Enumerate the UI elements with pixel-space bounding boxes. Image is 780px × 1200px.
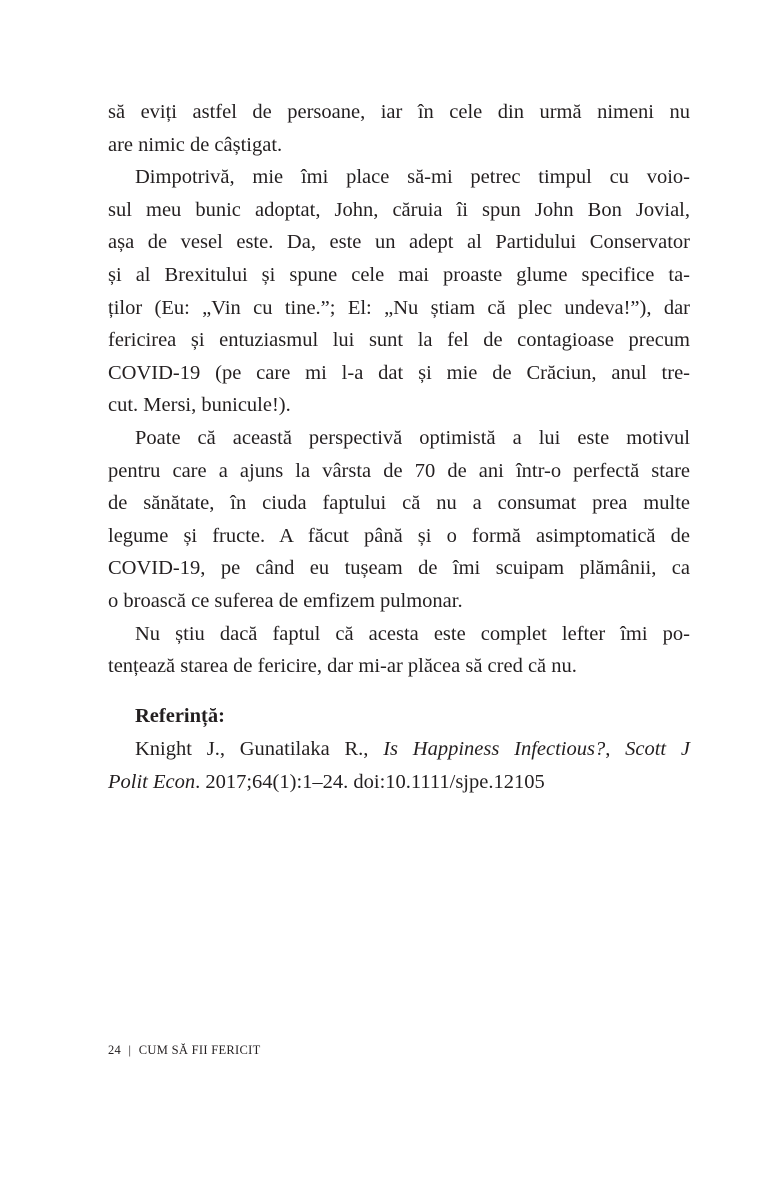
text-line: Nu știu dacă faptul că acesta este complet lefter îmi po- xyxy=(135,622,690,645)
text-line: de sănătate, în ciuda faptului că nu a consumat prea multe xyxy=(108,492,690,515)
reference-journal: Scott J xyxy=(625,738,691,760)
reference-title: Is Happiness Infectious? xyxy=(383,738,606,760)
reference-heading: Referință: xyxy=(135,705,225,727)
text-line: sul meu bunic adoptat, John, căruia îi spun John Bon Jovial, xyxy=(108,198,690,221)
reference-line-2 xyxy=(108,766,690,799)
text-line: legume și fructe. A făcut până și o formă asimptomatică de xyxy=(108,524,690,547)
text-line: să eviți astfel de persoane, iar în cele din urmă nimeni nu xyxy=(108,101,690,123)
reference-line-1 xyxy=(108,733,690,766)
reference-authors: Knight J., Gunatilaka R., xyxy=(135,738,384,760)
text-line: Poate că această perspectivă optimistă a lui este motivul xyxy=(135,426,690,449)
running-title: CUM SĂ FII FERICIT xyxy=(138,1043,261,1057)
text-line: are nimic de câștigat. xyxy=(108,133,283,156)
text-line: pentru care a ajuns la vârsta de 70 de ani într-o perfectă stare xyxy=(108,459,690,482)
body-text xyxy=(108,96,690,683)
reference-journal-cont: Polit Econ xyxy=(108,770,196,793)
text-line: fericirea și entuziasmul lui sunt la fel de contagioase precum xyxy=(108,329,690,352)
text-line: și al Brexitului și spune cele mai proaste glume specifice ta- xyxy=(108,263,690,286)
text-line: Dimpotrivă, mie îmi place să-mi petrec timpul cu voio- xyxy=(135,166,690,189)
text-line: COVID-19 (pe care mi l-a dat și mie de Crăciun, anul tre- xyxy=(108,361,690,384)
page-number: 24 xyxy=(108,1043,122,1057)
footer-separator: | xyxy=(128,1043,132,1057)
reference-section xyxy=(108,700,690,798)
page-footer xyxy=(108,1043,261,1058)
text-line: cut. Mersi, bunicule!). xyxy=(108,394,291,417)
reference-details: . 2017;64(1):1–24. doi:10.1111/sjpe.12105 xyxy=(195,770,545,793)
text-line: așa de vesel este. Da, este un adept al Partidului Conservator xyxy=(108,231,690,254)
text-line: COVID-19, pe când eu tușeam de îmi scuipam plămânii, ca xyxy=(108,557,690,580)
reference-separator: , xyxy=(605,738,626,760)
text-line: tențează starea de fericire, dar mi-ar plăcea să cred că nu. xyxy=(108,655,577,678)
text-line: o broască ce suferea de emfizem pulmonar. xyxy=(108,589,463,612)
text-line: ților (Eu: „Vin cu tine.”; El: „Nu știam că plec undeva!”), dar xyxy=(108,296,690,319)
